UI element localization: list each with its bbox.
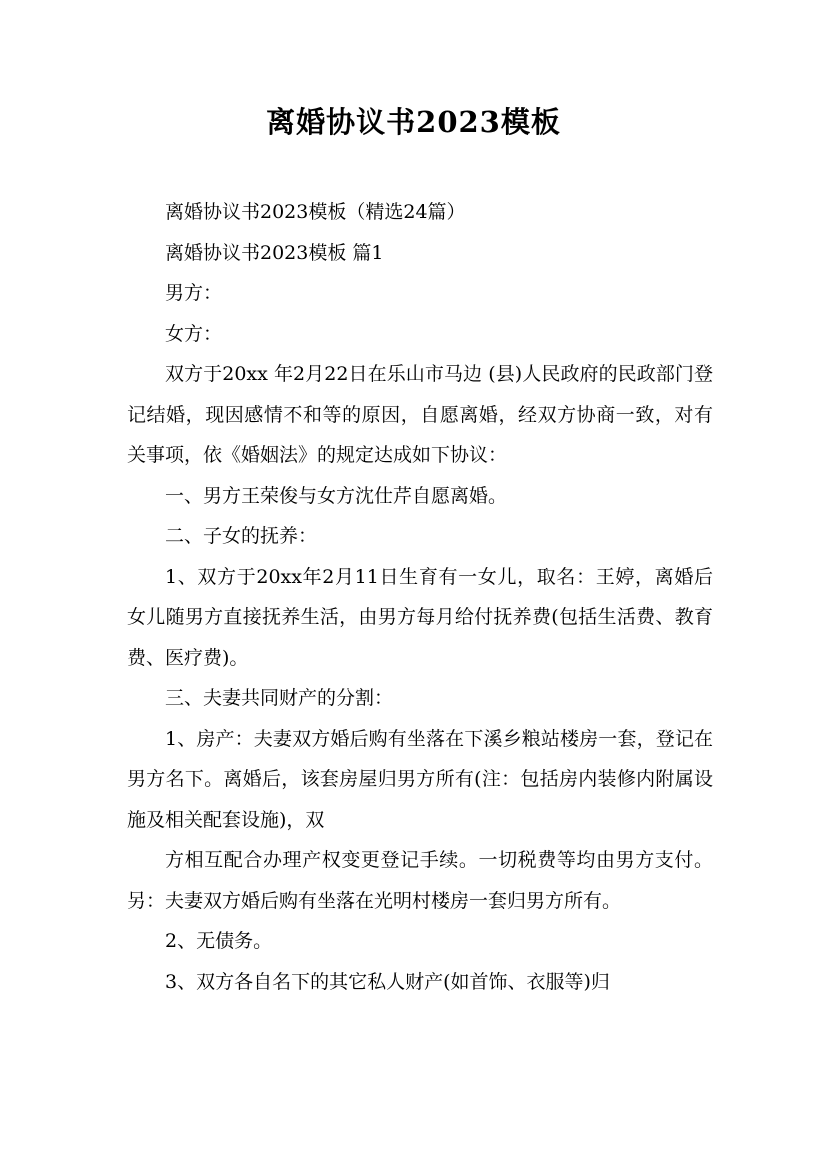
paragraph-section-heading: 离婚协议书2023模板 篇1 bbox=[165, 241, 384, 264]
paragraph-subtitle: 离婚协议书2023模板（精选24篇） bbox=[165, 201, 466, 223]
paragraph-male-party: 男方： bbox=[165, 282, 223, 304]
paragraph-clause-3-1: 1、房产：夫妻双方婚后购有坐落在下溪乡粮站楼房一套，登记在男方名下。离婚后，该套房屋归男方所有(注：包括房内装修内附属设施及相关配套设施)，双 bbox=[127, 727, 713, 831]
paragraph-clause-2-heading: 二、子女的抚养： bbox=[165, 525, 318, 547]
paragraph-clause-1: 一、男方王荣俊与女方沈仕芹自愿离婚。 bbox=[165, 484, 508, 507]
paragraph-clause-2-1: 1、双方于20xx年2月11日生育有一女儿，取名：王婷，离婚后女儿随男方直接抚养生活，由男方每月给付抚养费(包括生活费、教育费、医疗费)。 bbox=[127, 565, 713, 669]
document-title: 离婚协议书2023模板 bbox=[266, 105, 561, 139]
paragraph-preamble: 双方于20xx 年2月22日在乐山市马边 (县)人民政府的民政部门登记结婚，现因感情不和等的原因，自愿离婚，经双方协商一致，对有关事项，依《婚姻法》的规定达成如下协议： bbox=[127, 363, 713, 466]
paragraph-clause-3-1-cont: 方相互配合办理产权变更登记手续。一切税费等均由男方支付。另：夫妻双方婚后购有坐落在光明村楼房一套归男方所有。 bbox=[127, 849, 713, 912]
paragraph-female-party: 女方： bbox=[165, 322, 223, 345]
paragraph-clause-3-3: 3、双方各自名下的其它私人财产(如首饰、衣服等)归 bbox=[165, 970, 610, 993]
document-body bbox=[127, 192, 713, 1002]
paragraph-clause-3-heading: 三、夫妻共同财产的分割： bbox=[165, 687, 394, 709]
paragraph-clause-3-2: 2、无债务。 bbox=[165, 930, 273, 952]
